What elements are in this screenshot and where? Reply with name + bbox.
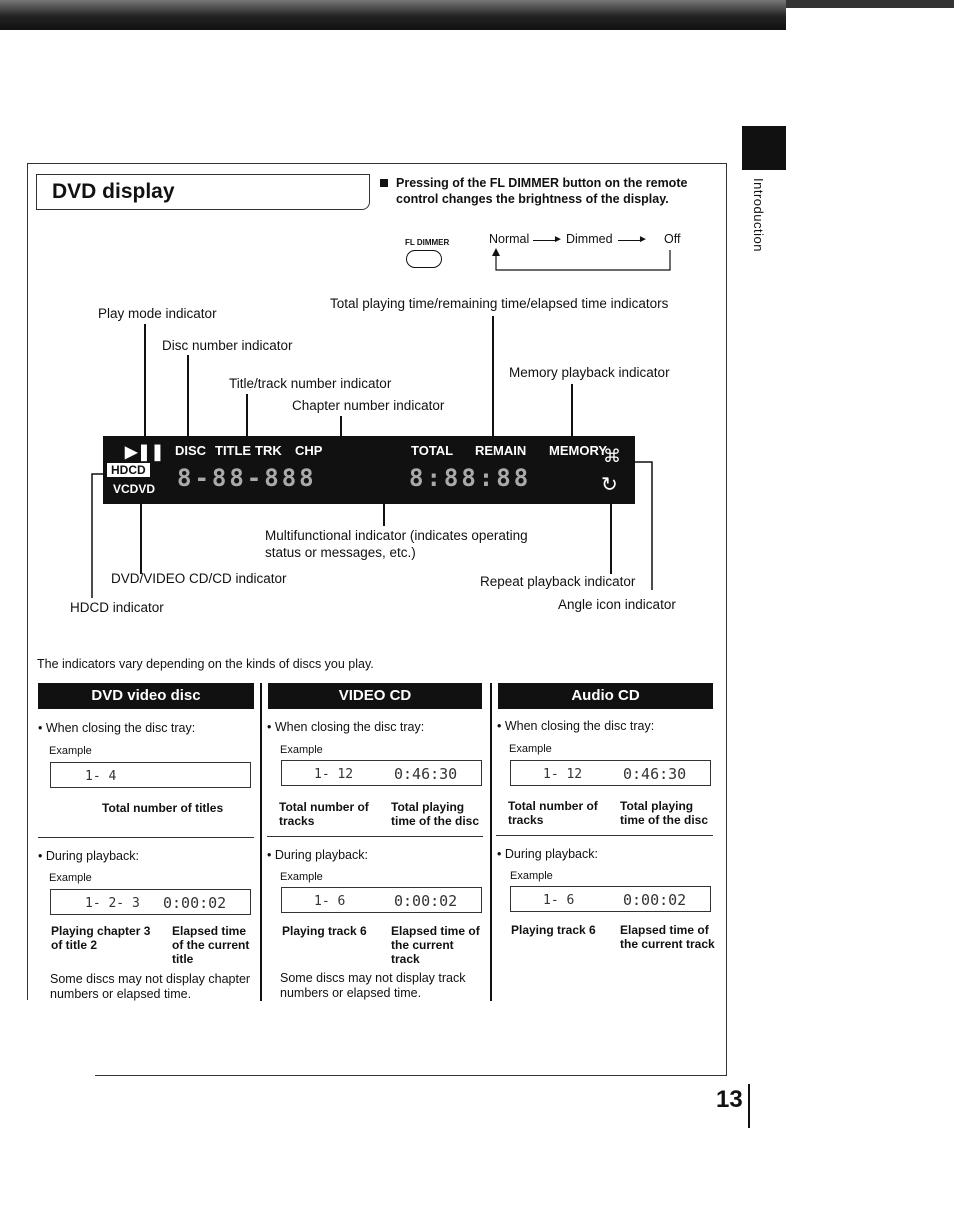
leader-play-mode [144,324,146,440]
dvd-caption-2b: Elapsed time of the current title [172,924,250,966]
page-number: 13 [716,1086,743,1113]
leader-disc [187,355,189,440]
label-multi-1: Multifunctional indicator (indicates operating [265,528,528,543]
frame-left [27,163,28,1000]
acd-example-1: Example [509,743,552,755]
angle-leader [630,460,660,592]
seq-normal: Normal [489,232,530,246]
intro-text: The indicators vary depending on the kinds of discs you play. [37,657,374,671]
acd-lcd-1-left: 1- 12 [543,767,583,782]
leader-repeat [610,504,612,574]
label-multi-2: status or messages, etc.) [265,545,416,560]
acd-example-2: Example [510,870,553,882]
hdcd-leader [88,470,108,600]
acd-caption-2b: Elapsed time of the current track [620,923,715,951]
acd-lcd-2-right: 0:00:02 [623,891,687,909]
acd-caption-1a: Total number of tracks [508,799,598,827]
acd-playback: • During playback: [497,847,598,861]
page-number-bar [748,1084,750,1128]
acd-separator [496,835,713,836]
acd-closing-text: When closing the disc tray: [504,719,655,733]
top-banner-edge [786,0,954,8]
arrowhead-1-icon: ► [553,234,563,245]
vcd-closing-text: When closing the disc tray: [274,720,425,734]
fl-dimmer-label: FL DIMMER [405,238,450,247]
label-dvd-video-cd: DVD/VIDEO CD/CD indicator [111,571,287,586]
dvd-caption-1: Total number of titles [102,801,224,815]
seq-dimmed: Dimmed [566,232,613,246]
dvd-footnote: Some discs may not display chapter numbers or elapsed time. [50,972,251,1001]
display-vcdvd: VCDVD [113,482,156,496]
note-bullet-icon [380,179,388,187]
leader-memory [571,384,573,440]
label-chapter: Chapter number indicator [292,398,445,413]
dvd-playback: • During playback: [38,849,139,863]
leader-title [246,394,248,440]
header-vcd: VIDEO CD [268,683,482,709]
vcd-caption-1a: Total number of tracks [279,800,369,828]
leader-multi [383,504,385,526]
label-title-track: Title/track number indicator [229,376,392,391]
label-total-time: Total playing time/remaining time/elapsed time indicators [330,296,669,311]
display-trk: TRK [255,443,282,458]
dvd-lcd-2-right: 0:00:02 [163,894,227,912]
header-dvd: DVD video disc [38,683,254,709]
column-divider-1 [260,683,262,1001]
vcd-caption-1b: Total playing time of the disc [391,800,480,828]
acd-lcd-2 [510,886,711,912]
label-angle: Angle icon indicator [558,597,676,612]
frame-bottom [95,1075,727,1076]
vcd-caption-2a: Playing track 6 [282,924,367,938]
dvd-lcd-1-value: 1- 4 [85,769,117,784]
leader-dvd-video-cd [140,504,142,574]
label-play-mode: Play mode indicator [98,306,217,321]
segment-digits-left: 8-88-888 [177,464,317,492]
label-repeat: Repeat playback indicator [480,574,636,589]
frame-top [27,163,727,164]
acd-closing: • When closing the disc tray: [497,719,655,733]
vcd-playback-text: During playback: [274,848,368,862]
dvd-lcd-2-left: 1- 2- 3 [85,896,140,911]
seq-off: Off [664,232,681,246]
display-disc: DISC [175,443,207,458]
angle-camera-icon: ⌘ [603,446,621,466]
display-title: TITLE [215,443,252,458]
label-disc-number: Disc number indicator [162,338,293,353]
dvd-closing: • When closing the disc tray: [38,721,196,735]
header-acd: Audio CD [498,683,713,709]
label-hdcd: HDCD indicator [70,600,164,615]
acd-playback-text: During playback: [504,847,598,861]
vcd-lcd-1 [281,760,482,786]
dvd-example-1: Example [49,745,92,757]
section-tab [742,126,786,170]
vcd-lcd-2-left: 1- 6 [314,894,346,909]
display-remain: REMAIN [475,443,527,458]
page-title: DVD display [52,180,175,203]
dvd-example-2: Example [49,872,92,884]
vcd-lcd-2 [281,887,482,913]
section-tab-label: Introduction [751,178,766,252]
loop-back-arrow [490,248,680,274]
dvd-lcd-2 [50,889,251,915]
display-total: TOTAL [411,443,454,458]
vcd-caption-2b: Elapsed time of the current track [391,924,480,966]
arrowhead-2-icon: ► [638,234,648,245]
leader-total [492,316,494,440]
dvd-closing-text: When closing the disc tray: [45,721,196,735]
vcd-footnote: Some discs may not display track numbers or elapsed time. [280,971,466,1000]
acd-lcd-1-right: 0:46:30 [623,765,687,783]
fl-dimmer-button-icon [406,250,442,268]
dvd-separator [38,837,254,838]
vcd-example-1: Example [280,744,323,756]
acd-lcd-1 [510,760,711,786]
vcd-separator [267,836,483,837]
vcd-lcd-1-right: 0:46:30 [394,765,458,783]
vcd-lcd-1-left: 1- 12 [314,767,354,782]
dvd-lcd-1 [50,762,251,788]
display-hdcd: HDCD [107,463,150,477]
acd-caption-2a: Playing track 6 [511,923,596,937]
top-banner [0,0,786,30]
label-memory: Memory playback indicator [509,365,670,380]
dimmer-note: Pressing of the FL DIMMER button on the remote control changes the brightness of the display. [396,176,688,206]
dvd-playback-text: During playback: [45,849,139,863]
play-pause-icon: ▶❚❚ [125,444,165,461]
acd-caption-1b: Total playing time of the disc [620,799,709,827]
column-divider-2 [490,683,492,1001]
repeat-icon: ↻ [601,474,618,496]
segment-digits-time: 8:88:88 [409,464,532,492]
display-chp: CHP [295,443,323,458]
acd-lcd-2-left: 1- 6 [543,893,575,908]
vcd-playback: • During playback: [267,848,368,862]
dvd-caption-2a: Playing chapter 3 of title 2 [51,924,151,952]
display-memory: MEMORY [549,443,608,458]
frame-right [726,163,727,1075]
vcd-closing: • When closing the disc tray: [267,720,425,734]
vcd-example-2: Example [280,871,323,883]
fl-display-panel [103,436,635,504]
vcd-lcd-2-right: 0:00:02 [394,892,458,910]
